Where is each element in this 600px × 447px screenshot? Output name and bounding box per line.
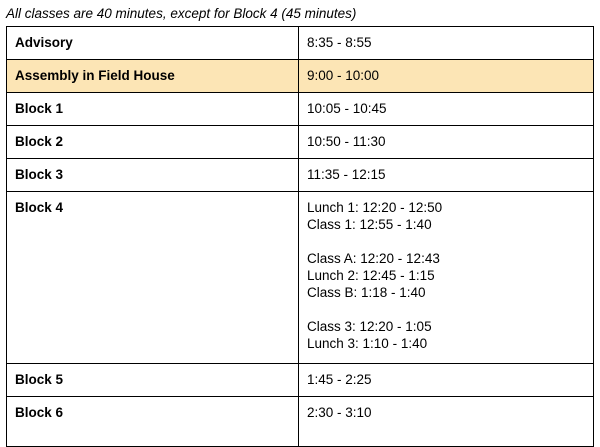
- table-row: [7, 27, 594, 60]
- block-name: Block 2: [7, 126, 299, 159]
- block-time: 10:05 - 10:45: [299, 93, 594, 126]
- time-line: Lunch 3: 1:10 - 1:40: [307, 336, 428, 351]
- schedule-table: [6, 26, 594, 447]
- block-name: Assembly in Field House: [7, 60, 299, 93]
- block-4-times: [299, 192, 594, 364]
- block-name: Advisory: [7, 27, 299, 60]
- time-line: Lunch 1: 12:20 - 12:50: [307, 200, 443, 215]
- table-row: [7, 159, 594, 192]
- spacer: [307, 233, 586, 250]
- block-time: 1:45 - 2:25: [299, 364, 594, 397]
- block-time: 9:00 - 10:00: [299, 60, 594, 93]
- block-name: Block 3: [7, 159, 299, 192]
- table-row: [7, 192, 594, 364]
- table-row: [7, 126, 594, 159]
- block-time: 8:35 - 8:55: [299, 27, 594, 60]
- spacer: [307, 301, 586, 318]
- block-name: Block 1: [7, 93, 299, 126]
- table-row-highlighted: [7, 60, 594, 93]
- block-time: 10:50 - 11:30: [299, 126, 594, 159]
- table-row: [7, 397, 594, 447]
- block-name: Block 5: [7, 364, 299, 397]
- block-name: Block 6: [7, 397, 299, 447]
- block-time: 11:35 - 12:15: [299, 159, 594, 192]
- time-line: Class 1: 12:55 - 1:40: [307, 217, 432, 232]
- time-line: Class 3: 12:20 - 1:05: [307, 319, 432, 334]
- table-row: [7, 93, 594, 126]
- time-line: Class B: 1:18 - 1:40: [307, 285, 426, 300]
- time-line: Lunch 2: 12:45 - 1:15: [307, 268, 435, 283]
- time-line: Class A: 12:20 - 12:43: [307, 251, 440, 266]
- schedule-note: All classes are 40 minutes, except for Block 4 (45 minutes): [6, 6, 357, 21]
- table-row: [7, 364, 594, 397]
- block-time: 2:30 - 3:10: [299, 397, 594, 447]
- block-name: Block 4: [7, 192, 299, 364]
